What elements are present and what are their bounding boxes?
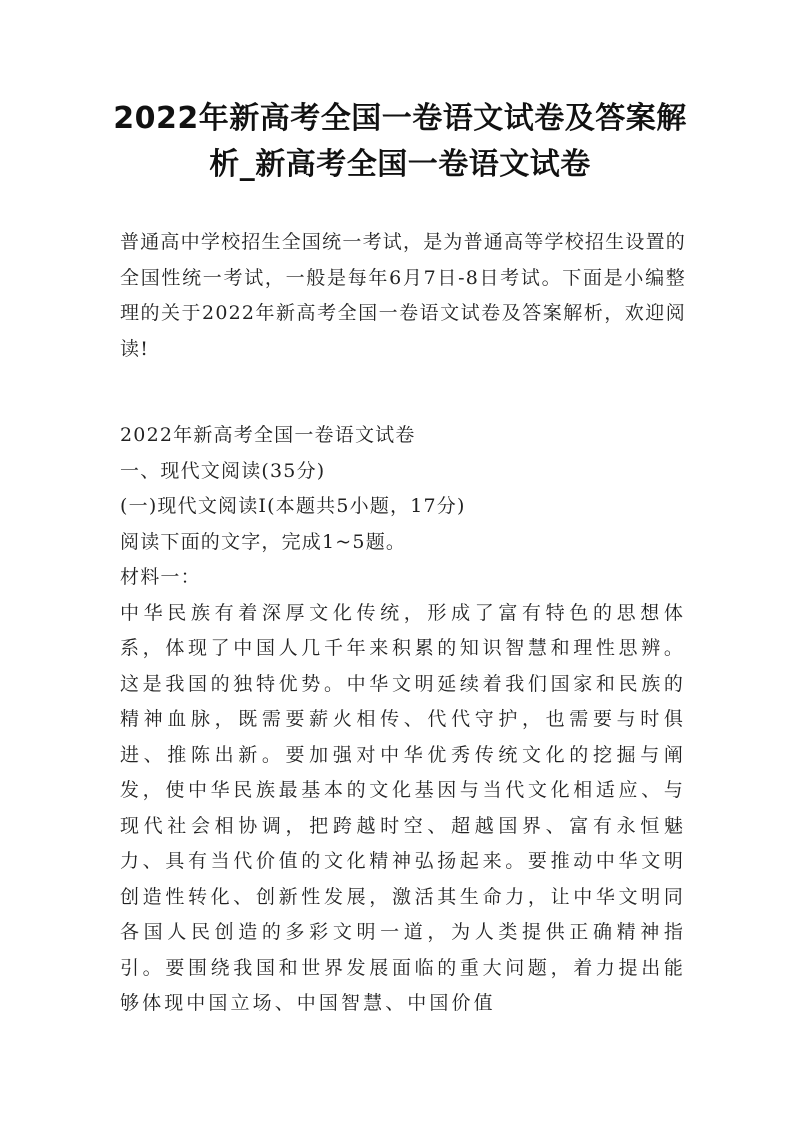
intro-paragraph: 普通高中学校招生全国统一考试，是为普通高等学校招生设置的全国性统一考试，一般是每年6月7日-8日考试。下面是小编整理的关于2022年新高考全国一卷语文试卷及答案解析，欢迎阅读! — [120, 231, 686, 360]
material-label: 材料一： — [120, 566, 201, 588]
section-heading: 一、现代文阅读(35分) — [120, 459, 326, 482]
exam-heading: 2022年新高考全国一卷语文试卷 — [120, 424, 416, 446]
material-paragraph: 中华民族有着深厚文化传统，形成了富有特色的思想体系，体现了中国人几千年来积累的知识智慧和理性思辨。这是我国的独特优势。中华文明延续着我们国家和民族的精神血脉，既需要薪火相传、代代守护，也需要与时俱进、推陈出新。要加强对中华优秀传统文化的挖掘与阐发，使中华民族最基本的文化基因与当代文化相适应、与现代社会相协调，把跨越时空、超越国界、富有永恒魅力、具有当代价值的文化精神弘扬起来。要推动中华文明创造性转化、创新性发展，激活其生命力，让中华文明同各国人民创造的多彩文明一道，为人类提供正确精神指引。要围绕我国和世界发展面临的重大问题，着力提出能够体现中国立场、中国智慧、中国价值 — [120, 601, 686, 1014]
reading-instruction: 阅读下面的文字，完成1~5题。 — [120, 530, 407, 553]
subsection-heading: (一)现代文阅读Ⅰ(本题共5小题，17分) — [120, 495, 466, 517]
exam-content — [120, 418, 686, 1022]
document-title: 2022年新高考全国一卷语文试卷及答案解析_新高考全国一卷语文试卷 — [113, 101, 687, 182]
